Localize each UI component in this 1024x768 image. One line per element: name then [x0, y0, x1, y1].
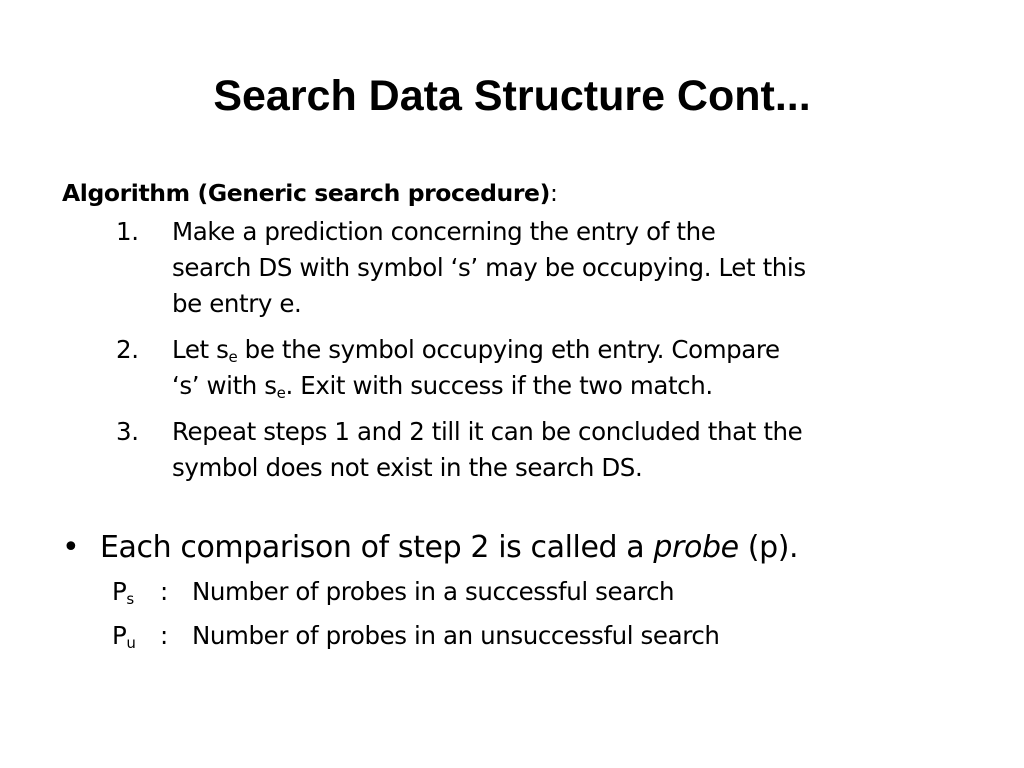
symbol-p: P	[112, 577, 127, 606]
probe-bullet	[62, 528, 982, 568]
definition-separator: :	[160, 577, 168, 606]
probe-bullet-text-start: Each comparison of step 2 is called a	[100, 530, 654, 565]
step-3-line-1: Repeat steps 1 and 2 till it can be concluded that the	[172, 417, 803, 446]
step-1-line-2: search DS with symbol ‘s’ may be occupying. Let this	[172, 253, 806, 282]
subscript-u: u	[126, 634, 136, 652]
definition-separator: :	[160, 621, 168, 650]
subscript-s: s	[126, 590, 134, 608]
algorithm-steps	[62, 214, 982, 486]
step-2-line-2	[172, 368, 982, 404]
step-2-line-1-start: Let s	[172, 335, 229, 364]
step-1-line-1: Make a prediction concerning the entry of the	[172, 217, 716, 246]
step-2-line-2-end: . Exit with success if the two match.	[285, 371, 713, 400]
symbol-p: P	[112, 621, 127, 650]
step-number: 1.	[116, 217, 139, 246]
probe-bullet-text-end: (p).	[738, 530, 799, 565]
definition-symbol	[112, 572, 160, 612]
step-2-line-1	[172, 332, 982, 368]
algorithm-heading	[62, 176, 982, 210]
subscript-e: e	[228, 348, 238, 366]
step-number: 3.	[116, 417, 139, 446]
step-number: 2.	[116, 335, 139, 364]
step-2-line-2-start: ‘s’ with s	[172, 371, 277, 400]
definition-symbol	[112, 616, 160, 656]
slide-content	[62, 176, 982, 656]
definition-pu	[112, 616, 982, 656]
definition-ps	[112, 572, 982, 612]
step-3-line-2: symbol does not exist in the search DS.	[172, 453, 643, 482]
bullet-icon: •	[62, 530, 80, 565]
probe-term: probe	[653, 530, 739, 565]
subscript-e: e	[276, 384, 286, 402]
algorithm-step-1	[62, 214, 982, 322]
definition-text: Number of probes in a successful search	[192, 577, 675, 606]
step-2-line-1-end: be the symbol occupying eth entry. Compare	[237, 335, 780, 364]
algorithm-heading-colon: :	[549, 179, 558, 207]
algorithm-heading-text: Algorithm (Generic search procedure)	[62, 179, 550, 207]
step-1-line-3: be entry e.	[172, 289, 302, 318]
algorithm-step-2	[62, 332, 982, 404]
algorithm-step-3	[62, 414, 982, 486]
definition-text: Number of probes in an unsuccessful search	[192, 621, 720, 650]
slide-title: Search Data Structure Cont...	[213, 72, 811, 120]
